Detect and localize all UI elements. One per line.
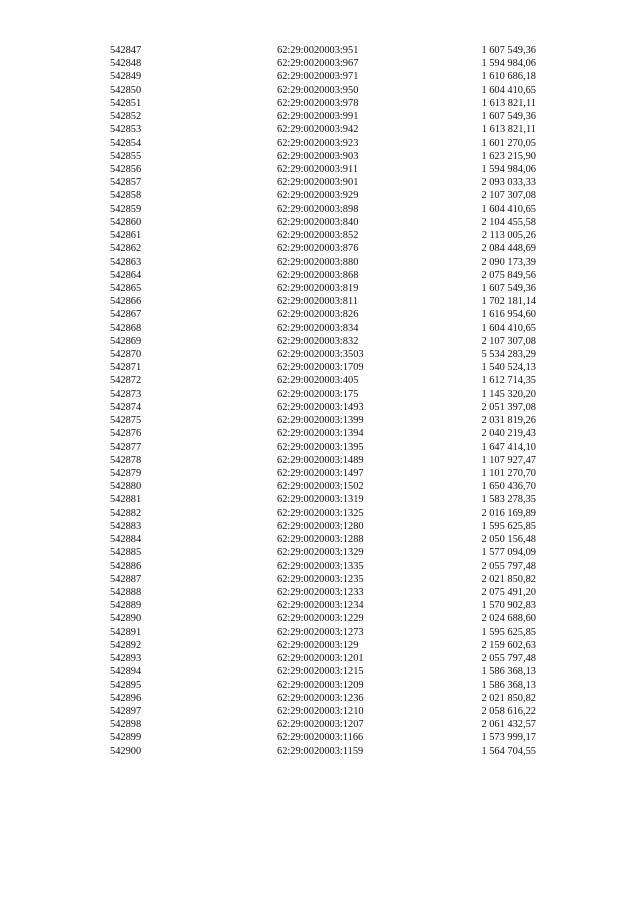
- table-row: [0, 745, 640, 758]
- cadastral-value: 2 075 849,56: [481, 269, 536, 281]
- cadastral-value: 1 107 927,47: [481, 454, 536, 466]
- table-row: [0, 665, 640, 678]
- cadastral-value: 2 061 432,57: [481, 719, 536, 731]
- table-row: [0, 573, 640, 586]
- row-number: 542848: [110, 58, 142, 70]
- cadastral-number: 62:29:0020003:929: [277, 190, 359, 202]
- row-number: 542875: [110, 415, 142, 427]
- row-number: 542873: [110, 388, 142, 400]
- row-number: 542864: [110, 269, 142, 281]
- cadastral-number: 62:29:0020003:1236: [277, 692, 364, 704]
- cadastral-value: 1 586 368,13: [481, 666, 536, 678]
- table-row: [0, 229, 640, 242]
- cadastral-number: 62:29:0020003:898: [277, 203, 359, 215]
- cadastral-value: 2 021 850,82: [481, 573, 536, 585]
- row-number: 542890: [110, 613, 142, 625]
- row-number: 542859: [110, 203, 142, 215]
- cadastral-number: 62:29:0020003:1229: [277, 613, 364, 625]
- cadastral-value: 1 610 686,18: [481, 71, 536, 83]
- cadastral-number: 62:29:0020003:1394: [277, 428, 364, 440]
- table-row: [0, 414, 640, 427]
- row-number: 542856: [110, 163, 142, 175]
- row-number: 542899: [110, 732, 142, 744]
- table-row: [0, 216, 640, 229]
- cadastral-number: 62:29:0020003:852: [277, 230, 359, 242]
- row-number: 542849: [110, 71, 142, 83]
- table-row: [0, 705, 640, 718]
- cadastral-value: 2 021 850,82: [481, 692, 536, 704]
- table-row: [0, 401, 640, 414]
- row-number: 542896: [110, 692, 142, 704]
- cadastral-value: 2 093 033,33: [481, 177, 536, 189]
- cadastral-number: 62:29:0020003:880: [277, 256, 359, 268]
- row-number: 542897: [110, 705, 142, 717]
- cadastral-value: 1 577 094,09: [481, 547, 536, 559]
- table-row: [0, 361, 640, 374]
- table-row: [0, 626, 640, 639]
- cadastral-number: 62:29:0020003:876: [277, 243, 359, 255]
- cadastral-value: 2 016 169,89: [481, 507, 536, 519]
- row-number: 542887: [110, 573, 142, 585]
- table-row: [0, 546, 640, 559]
- row-number: 542851: [110, 97, 142, 109]
- table-row: [0, 441, 640, 454]
- cadastral-value: 1 650 436,70: [481, 481, 536, 493]
- cadastral-number: 62:29:0020003:1395: [277, 441, 364, 453]
- table-row: [0, 282, 640, 295]
- cadastral-value: 1 647 414,10: [481, 441, 536, 453]
- document-table: [0, 44, 640, 758]
- cadastral-number: 62:29:0020003:942: [277, 124, 359, 136]
- cadastral-value: 2 107 307,08: [481, 190, 536, 202]
- cadastral-value: 1 604 410,65: [481, 203, 536, 215]
- row-number: 542862: [110, 243, 142, 255]
- cadastral-number: 62:29:0020003:819: [277, 282, 359, 294]
- cadastral-value: 2 051 397,08: [481, 401, 536, 413]
- cadastral-value: 1 613 821,11: [481, 97, 536, 109]
- cadastral-value: 1 540 524,13: [481, 362, 536, 374]
- table-row: [0, 110, 640, 123]
- cadastral-number: 62:29:0020003:175: [277, 388, 359, 400]
- table-row: [0, 493, 640, 506]
- cadastral-value: 1 573 999,17: [481, 732, 536, 744]
- cadastral-number: 62:29:0020003:1207: [277, 719, 364, 731]
- row-number: 542894: [110, 666, 142, 678]
- row-number: 542888: [110, 586, 142, 598]
- cadastral-number: 62:29:0020003:405: [277, 375, 359, 387]
- row-number: 542868: [110, 322, 142, 334]
- cadastral-number: 62:29:0020003:1399: [277, 415, 364, 427]
- table-row: [0, 507, 640, 520]
- cadastral-number: 62:29:0020003:1234: [277, 600, 364, 612]
- row-number: 542865: [110, 282, 142, 294]
- row-number: 542891: [110, 626, 142, 638]
- table-row: [0, 84, 640, 97]
- cadastral-number: 62:29:0020003:923: [277, 137, 359, 149]
- cadastral-value: 1 594 984,06: [481, 58, 536, 70]
- cadastral-value: 2 113 005,26: [481, 230, 536, 242]
- cadastral-number: 62:29:0020003:1329: [277, 547, 364, 559]
- table-row: [0, 533, 640, 546]
- cadastral-number: 62:29:0020003:950: [277, 84, 359, 96]
- cadastral-number: 62:29:0020003:1280: [277, 520, 364, 532]
- cadastral-value: 1 145 320,20: [481, 388, 536, 400]
- cadastral-value: 1 612 714,35: [481, 375, 536, 387]
- cadastral-number: 62:29:0020003:1319: [277, 494, 364, 506]
- row-number: 542870: [110, 349, 142, 361]
- cadastral-value: 1 607 549,36: [481, 45, 536, 56]
- row-number: 542874: [110, 401, 142, 413]
- row-number: 542877: [110, 441, 142, 453]
- cadastral-value: 2 058 616,22: [481, 705, 536, 717]
- table-row: [0, 242, 640, 255]
- table-row: [0, 57, 640, 70]
- table-row: [0, 189, 640, 202]
- cadastral-value: 1 604 410,65: [481, 322, 536, 334]
- row-number: 542898: [110, 719, 142, 731]
- row-number: 542892: [110, 639, 142, 651]
- table-row: [0, 97, 640, 110]
- row-number: 542878: [110, 454, 142, 466]
- cadastral-number: 62:29:0020003:1273: [277, 626, 364, 638]
- table-row: [0, 203, 640, 216]
- cadastral-value: 1 607 549,36: [481, 111, 536, 123]
- table-row: [0, 586, 640, 599]
- cadastral-number: 62:29:0020003:1201: [277, 653, 364, 665]
- table-row: [0, 639, 640, 652]
- row-number: 542900: [110, 745, 142, 757]
- cadastral-value: 5 534 283,29: [481, 349, 536, 361]
- cadastral-value: 1 607 549,36: [481, 282, 536, 294]
- table-row: [0, 150, 640, 163]
- row-number: 542882: [110, 507, 142, 519]
- cadastral-number: 62:29:0020003:811: [277, 296, 359, 308]
- table-row: [0, 256, 640, 269]
- cadastral-value: 1 616 954,60: [481, 309, 536, 321]
- table-row: [0, 295, 640, 308]
- cadastral-number: 62:29:0020003:1166: [277, 732, 364, 744]
- table-row: [0, 427, 640, 440]
- cadastral-value: 2 031 819,26: [481, 415, 536, 427]
- row-number: 542847: [110, 45, 142, 56]
- cadastral-value: 1 586 368,13: [481, 679, 536, 691]
- cadastral-value: 2 090 173,39: [481, 256, 536, 268]
- table-row: [0, 679, 640, 692]
- table-row: [0, 137, 640, 150]
- cadastral-value: 2 159 602,63: [481, 639, 536, 651]
- cadastral-number: 62:29:0020003:832: [277, 335, 359, 347]
- table-row: [0, 612, 640, 625]
- row-number: 542860: [110, 216, 142, 228]
- row-number: 542886: [110, 560, 142, 572]
- cadastral-number: 62:29:0020003:1209: [277, 679, 364, 691]
- table-row: [0, 123, 640, 136]
- table-row: [0, 388, 640, 401]
- row-number: 542857: [110, 177, 142, 189]
- row-number: 542895: [110, 679, 142, 691]
- cadastral-value: 1 613 821,11: [481, 124, 536, 136]
- row-number: 542881: [110, 494, 142, 506]
- cadastral-value: 2 107 307,08: [481, 335, 536, 347]
- table-row: [0, 70, 640, 83]
- row-number: 542879: [110, 468, 142, 479]
- row-number: 542866: [110, 296, 142, 308]
- row-number: 542889: [110, 600, 142, 612]
- row-number: 542872: [110, 375, 142, 387]
- cadastral-number: 62:29:0020003:951: [277, 45, 359, 56]
- cadastral-number: 62:29:0020003:911: [277, 163, 359, 175]
- table-row: [0, 335, 640, 348]
- row-number: 542858: [110, 190, 142, 202]
- table-row: [0, 163, 640, 176]
- cadastral-value: 2 084 448,69: [481, 243, 536, 255]
- table-row: [0, 692, 640, 705]
- cadastral-number: 62:29:0020003:1288: [277, 534, 364, 546]
- table-row: [0, 599, 640, 612]
- table-row: [0, 467, 640, 480]
- cadastral-number: 62:29:0020003:1335: [277, 560, 364, 572]
- table-row: [0, 308, 640, 321]
- cadastral-number: 62:29:0020003:840: [277, 216, 359, 228]
- cadastral-number: 62:29:0020003:1210: [277, 705, 364, 717]
- table-row: [0, 374, 640, 387]
- table-row: [0, 480, 640, 493]
- row-number: 542883: [110, 520, 142, 532]
- table-row: [0, 652, 640, 665]
- table-row: [0, 731, 640, 744]
- row-number: 542884: [110, 534, 142, 546]
- cadastral-number: 62:29:0020003:903: [277, 150, 359, 162]
- cadastral-value: 1 101 270,70: [481, 468, 536, 479]
- cadastral-value: 1 583 278,35: [481, 494, 536, 506]
- cadastral-number: 62:29:0020003:967: [277, 58, 359, 70]
- cadastral-number: 62:29:0020003:1235: [277, 573, 364, 585]
- cadastral-value: 1 601 270,05: [481, 137, 536, 149]
- table-row: [0, 322, 640, 335]
- row-number: 542869: [110, 335, 142, 347]
- cadastral-value: 1 623 215,90: [481, 150, 536, 162]
- cadastral-value: 2 055 797,48: [481, 653, 536, 665]
- row-number: 542876: [110, 428, 142, 440]
- cadastral-value: 2 055 797,48: [481, 560, 536, 572]
- cadastral-number: 62:29:0020003:1325: [277, 507, 364, 519]
- row-number: 542854: [110, 137, 142, 149]
- row-number: 542867: [110, 309, 142, 321]
- row-number: 542893: [110, 653, 142, 665]
- row-number: 542871: [110, 362, 142, 374]
- cadastral-number: 62:29:0020003:1215: [277, 666, 364, 678]
- cadastral-number: 62:29:0020003:868: [277, 269, 359, 281]
- row-number: 542861: [110, 230, 142, 242]
- cadastral-number: 62:29:0020003:1493: [277, 401, 364, 413]
- cadastral-number: 62:29:0020003:826: [277, 309, 359, 321]
- cadastral-value: 2 104 455,58: [481, 216, 536, 228]
- row-number: 542852: [110, 111, 142, 123]
- cadastral-number: 62:29:0020003:901: [277, 177, 359, 189]
- cadastral-number: 62:29:0020003:978: [277, 97, 359, 109]
- row-number: 542885: [110, 547, 142, 559]
- cadastral-number: 62:29:0020003:834: [277, 322, 359, 334]
- table-row: [0, 348, 640, 361]
- row-number: 542863: [110, 256, 142, 268]
- row-number: 542855: [110, 150, 142, 162]
- cadastral-value: 1 570 902,83: [481, 600, 536, 612]
- row-number: 542853: [110, 124, 142, 136]
- cadastral-number: 62:29:0020003:1233: [277, 586, 364, 598]
- cadastral-value: 2 024 688,60: [481, 613, 536, 625]
- cadastral-value: 2 040 219,43: [481, 428, 536, 440]
- cadastral-value: 1 564 704,55: [481, 745, 536, 757]
- cadastral-value: 1 595 625,85: [481, 626, 536, 638]
- cadastral-number: 62:29:0020003:971: [277, 71, 359, 83]
- cadastral-value: 1 595 625,85: [481, 520, 536, 532]
- cadastral-value: 1 702 181,14: [481, 296, 536, 308]
- table-row: [0, 718, 640, 731]
- row-number: 542880: [110, 481, 142, 493]
- table-row: [0, 560, 640, 573]
- cadastral-number: 62:29:0020003:1709: [277, 362, 364, 374]
- table-row: [0, 269, 640, 282]
- table-row: [0, 454, 640, 467]
- cadastral-number: 62:29:0020003:129: [277, 639, 359, 651]
- cadastral-value: 2 050 156,48: [481, 534, 536, 546]
- cadastral-value: 2 075 491,20: [481, 586, 536, 598]
- cadastral-value: 1 594 984,06: [481, 163, 536, 175]
- table-row: [0, 520, 640, 533]
- table-row: [0, 176, 640, 189]
- cadastral-value: 1 604 410,65: [481, 84, 536, 96]
- cadastral-number: 62:29:0020003:1159: [277, 745, 364, 757]
- cadastral-number: 62:29:0020003:3503: [277, 349, 364, 361]
- cadastral-number: 62:29:0020003:1489: [277, 454, 364, 466]
- cadastral-number: 62:29:0020003:1502: [277, 481, 364, 493]
- table-row: [0, 44, 640, 57]
- row-number: 542850: [110, 84, 142, 96]
- cadastral-number: 62:29:0020003:1497: [277, 468, 364, 479]
- cadastral-number: 62:29:0020003:991: [277, 111, 359, 123]
